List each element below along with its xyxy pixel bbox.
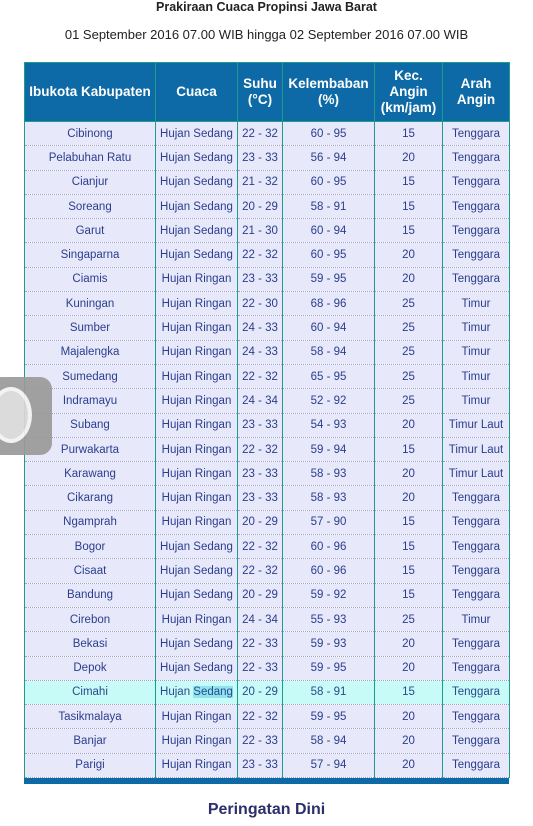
cell-wind-speed: 15 [375, 535, 443, 559]
cell-wind-speed: 15 [375, 583, 443, 607]
table-row [25, 680, 510, 704]
cell-wind-direction: Timur [443, 389, 510, 413]
cell-humidity: 58 - 91 [283, 194, 375, 218]
cell-humidity: 58 - 93 [283, 462, 375, 486]
cell-weather: Hujan Ringan [156, 364, 238, 388]
table-header-row [25, 63, 510, 122]
cell-humidity: 59 - 94 [283, 437, 375, 461]
cell-temperature: 22 - 32 [238, 364, 283, 388]
page-title: Prakiraan Cuaca Propinsi Jawa Barat [156, 0, 377, 14]
cell-city: Cikarang [25, 486, 156, 510]
cell-wind-speed: 20 [375, 462, 443, 486]
cell-temperature: 24 - 34 [238, 389, 283, 413]
cell-city: Bogor [25, 535, 156, 559]
cell-wind-speed: 25 [375, 607, 443, 631]
column-header-humidity [283, 63, 375, 122]
table-row [25, 316, 510, 340]
cell-wind-direction: Tenggara [443, 729, 510, 753]
cell-city: Sumedang [25, 364, 156, 388]
cell-city: Bekasi [25, 632, 156, 656]
cell-humidity: 65 - 95 [283, 364, 375, 388]
cell-city: Ngamprah [25, 510, 156, 534]
cell-temperature: 21 - 30 [238, 219, 283, 243]
cell-weather: Hujan Ringan [156, 753, 238, 777]
cell-humidity: 60 - 96 [283, 559, 375, 583]
cell-wind-direction: Tenggara [443, 146, 510, 170]
cell-wind-direction: Tenggara [443, 583, 510, 607]
cell-wind-direction: Tenggara [443, 122, 510, 146]
cell-wind-direction: Tenggara [443, 194, 510, 218]
cell-temperature: 20 - 29 [238, 194, 283, 218]
table-row [25, 535, 510, 559]
cell-wind-direction: Tenggara [443, 486, 510, 510]
cell-wind-direction: Tenggara [443, 243, 510, 267]
table-row [25, 413, 510, 437]
cell-wind-speed: 25 [375, 316, 443, 340]
cell-weather: Hujan Ringan [156, 316, 238, 340]
cell-temperature: 24 - 33 [238, 316, 283, 340]
forecast-table [24, 62, 510, 778]
cell-humidity: 59 - 92 [283, 583, 375, 607]
cell-wind-direction: Tenggara [443, 170, 510, 194]
cell-temperature: 22 - 32 [238, 122, 283, 146]
cell-humidity: 59 - 95 [283, 705, 375, 729]
table-row [25, 292, 510, 316]
cell-humidity: 59 - 95 [283, 656, 375, 680]
table-row [25, 656, 510, 680]
cell-wind-speed: 15 [375, 559, 443, 583]
cell-humidity: 54 - 93 [283, 413, 375, 437]
table-row [25, 437, 510, 461]
cell-wind-direction: Timur Laut [443, 413, 510, 437]
cell-temperature: 20 - 29 [238, 510, 283, 534]
cell-humidity: 58 - 94 [283, 729, 375, 753]
table-row [25, 364, 510, 388]
column-header-weather: Cuaca [156, 63, 238, 122]
cell-city: Pelabuhan Ratu [25, 146, 156, 170]
cell-wind-direction: Tenggara [443, 753, 510, 777]
cell-wind-speed: 20 [375, 656, 443, 680]
cell-wind-direction: Timur [443, 607, 510, 631]
table-row [25, 122, 510, 146]
cell-wind-speed: 15 [375, 219, 443, 243]
cell-wind-direction: Tenggara [443, 559, 510, 583]
cell-wind-direction: Tenggara [443, 705, 510, 729]
cell-humidity: 58 - 91 [283, 680, 375, 704]
cell-weather: Hujan Sedang [156, 243, 238, 267]
cell-temperature: 23 - 33 [238, 753, 283, 777]
table-footer-bar [24, 778, 509, 784]
header-line: (%) [318, 92, 339, 107]
cell-wind-direction: Tenggara [443, 267, 510, 291]
table-row [25, 583, 510, 607]
cell-city: Majalengka [25, 340, 156, 364]
table-row [25, 267, 510, 291]
cell-city: Cimahi [25, 680, 156, 704]
cell-wind-direction: Tenggara [443, 632, 510, 656]
cell-weather: Hujan Ringan [156, 510, 238, 534]
cell-humidity: 60 - 96 [283, 535, 375, 559]
cell-wind-direction: Timur [443, 364, 510, 388]
cell-weather: Hujan Sedang [156, 146, 238, 170]
cell-wind-speed: 15 [375, 170, 443, 194]
cell-weather: Hujan Sedang [156, 194, 238, 218]
cell-weather: Hujan Ringan [156, 292, 238, 316]
cell-temperature: 22 - 32 [238, 705, 283, 729]
cell-city: Parigi [25, 753, 156, 777]
assistive-touch-button[interactable] [0, 377, 52, 455]
cell-humidity: 57 - 94 [283, 753, 375, 777]
cell-wind-direction: Timur [443, 292, 510, 316]
cell-city: Cianjur [25, 170, 156, 194]
cell-wind-direction: Timur Laut [443, 437, 510, 461]
cell-weather [156, 680, 238, 704]
cell-temperature: 23 - 33 [238, 462, 283, 486]
cell-temperature: 23 - 33 [238, 413, 283, 437]
header-line: (km/jam) [380, 100, 437, 115]
header-line: Angin [389, 84, 428, 99]
cell-weather: Hujan Sedang [156, 632, 238, 656]
cell-humidity: 68 - 96 [283, 292, 375, 316]
cell-wind-direction: Tenggara [443, 535, 510, 559]
cell-weather: Hujan Ringan [156, 729, 238, 753]
early-warning-heading: Peringatan Dini [207, 801, 326, 818]
cell-humidity: 56 - 94 [283, 146, 375, 170]
header-line: Suhu [243, 76, 277, 91]
assistive-touch-icon [0, 387, 32, 443]
cell-wind-speed: 20 [375, 146, 443, 170]
cell-wind-speed: 20 [375, 243, 443, 267]
column-header-wind-direction [443, 63, 510, 122]
cell-humidity: 55 - 93 [283, 607, 375, 631]
cell-temperature: 21 - 32 [238, 170, 283, 194]
header-line: (°C) [247, 92, 273, 107]
table-row [25, 389, 510, 413]
cell-humidity: 58 - 93 [283, 486, 375, 510]
cell-wind-speed: 15 [375, 680, 443, 704]
cell-weather: Hujan Sedang [156, 219, 238, 243]
table-row [25, 559, 510, 583]
cell-temperature: 23 - 33 [238, 267, 283, 291]
cell-temperature: 22 - 32 [238, 559, 283, 583]
cell-wind-speed: 20 [375, 729, 443, 753]
cell-weather: Hujan Sedang [156, 122, 238, 146]
table-row [25, 194, 510, 218]
cell-humidity: 60 - 95 [283, 243, 375, 267]
cell-city: Bandung [25, 583, 156, 607]
cell-city: Indramayu [25, 389, 156, 413]
cell-temperature: 22 - 32 [238, 243, 283, 267]
cell-weather: Hujan Ringan [156, 486, 238, 510]
column-header-temperature [238, 63, 283, 122]
cell-temperature: 24 - 33 [238, 340, 283, 364]
header-line: Kelembaban [288, 76, 369, 91]
cell-weather: Hujan Ringan [156, 705, 238, 729]
header-line: Arah [460, 76, 492, 91]
cell-wind-speed: 20 [375, 632, 443, 656]
forecast-period: 01 September 2016 07.00 WIB hingga 02 September 2016 07.00 WIB [64, 27, 469, 42]
cell-weather: Hujan Ringan [156, 413, 238, 437]
cell-wind-direction: Timur [443, 316, 510, 340]
table-row [25, 729, 510, 753]
cell-wind-speed: 15 [375, 510, 443, 534]
cell-humidity: 52 - 92 [283, 389, 375, 413]
cell-city: Garut [25, 219, 156, 243]
cell-wind-direction: Tenggara [443, 656, 510, 680]
cell-wind-speed: 15 [375, 194, 443, 218]
cell-temperature: 23 - 33 [238, 146, 283, 170]
cell-wind-direction: Tenggara [443, 680, 510, 704]
cell-wind-speed: 25 [375, 292, 443, 316]
cell-weather: Hujan Ringan [156, 437, 238, 461]
cell-wind-direction: Timur Laut [443, 462, 510, 486]
table-row [25, 170, 510, 194]
cell-temperature: 22 - 32 [238, 437, 283, 461]
table-row [25, 705, 510, 729]
cell-humidity: 60 - 95 [283, 122, 375, 146]
cell-humidity: 60 - 94 [283, 316, 375, 340]
cell-city: Depok [25, 656, 156, 680]
cell-humidity: 60 - 94 [283, 219, 375, 243]
cell-temperature: 22 - 33 [238, 729, 283, 753]
cell-wind-speed: 25 [375, 364, 443, 388]
table-row [25, 510, 510, 534]
cell-wind-direction: Tenggara [443, 510, 510, 534]
cell-temperature: 20 - 29 [238, 680, 283, 704]
column-header-wind-speed [375, 63, 443, 122]
cell-wind-speed: 15 [375, 437, 443, 461]
cell-weather: Hujan Sedang [156, 535, 238, 559]
cell-humidity: 59 - 93 [283, 632, 375, 656]
table-row [25, 607, 510, 631]
cell-weather: Hujan Sedang [156, 656, 238, 680]
cell-temperature: 23 - 33 [238, 486, 283, 510]
cell-wind-speed: 20 [375, 413, 443, 437]
cell-wind-speed: 25 [375, 340, 443, 364]
table-row [25, 243, 510, 267]
cell-city: Ciamis [25, 267, 156, 291]
cell-temperature: 24 - 34 [238, 607, 283, 631]
cell-wind-direction: Timur [443, 340, 510, 364]
table-body [25, 122, 510, 778]
cell-weather: Hujan Ringan [156, 462, 238, 486]
table-row [25, 632, 510, 656]
cell-city: Karawang [25, 462, 156, 486]
table-row [25, 462, 510, 486]
table-row [25, 219, 510, 243]
cell-weather: Hujan Ringan [156, 389, 238, 413]
selected-text[interactable]: Sedang [193, 686, 233, 699]
cell-city: Sumber [25, 316, 156, 340]
cell-weather: Hujan Sedang [156, 559, 238, 583]
forecast-table-container [24, 62, 509, 784]
cell-temperature: 22 - 33 [238, 656, 283, 680]
cell-temperature: 22 - 32 [238, 535, 283, 559]
cell-humidity: 57 - 90 [283, 510, 375, 534]
table-row [25, 146, 510, 170]
cell-wind-speed: 15 [375, 122, 443, 146]
cell-city: Singaparna [25, 243, 156, 267]
cell-city: Purwakarta [25, 437, 156, 461]
cell-city: Subang [25, 413, 156, 437]
cell-weather: Hujan Ringan [156, 607, 238, 631]
cell-humidity: 59 - 95 [283, 267, 375, 291]
cell-city: Tasikmalaya [25, 705, 156, 729]
cell-wind-speed: 25 [375, 389, 443, 413]
cell-weather: Hujan Sedang [156, 170, 238, 194]
cell-city: Soreang [25, 194, 156, 218]
cell-temperature: 20 - 29 [238, 583, 283, 607]
cell-city: Cirebon [25, 607, 156, 631]
table-row [25, 753, 510, 777]
cell-text: Hujan [160, 686, 194, 699]
table-row [25, 486, 510, 510]
table-row [25, 340, 510, 364]
cell-humidity: 58 - 94 [283, 340, 375, 364]
header-line: Angin [456, 92, 496, 107]
cell-temperature: 22 - 30 [238, 292, 283, 316]
cell-weather: Hujan Ringan [156, 267, 238, 291]
cell-city: Cisaat [25, 559, 156, 583]
cell-weather: Hujan Sedang [156, 583, 238, 607]
cell-city: Banjar [25, 729, 156, 753]
cell-city: Cibinong [25, 122, 156, 146]
column-header-city: Ibukota Kabupaten [25, 63, 156, 122]
cell-wind-speed: 20 [375, 753, 443, 777]
cell-wind-speed: 20 [375, 486, 443, 510]
cell-wind-direction: Tenggara [443, 219, 510, 243]
cell-humidity: 60 - 95 [283, 170, 375, 194]
cell-city: Kuningan [25, 292, 156, 316]
cell-wind-speed: 20 [375, 705, 443, 729]
header-line: Kec. [394, 68, 423, 83]
cell-wind-speed: 20 [375, 267, 443, 291]
cell-temperature: 22 - 33 [238, 632, 283, 656]
cell-weather: Hujan Ringan [156, 340, 238, 364]
